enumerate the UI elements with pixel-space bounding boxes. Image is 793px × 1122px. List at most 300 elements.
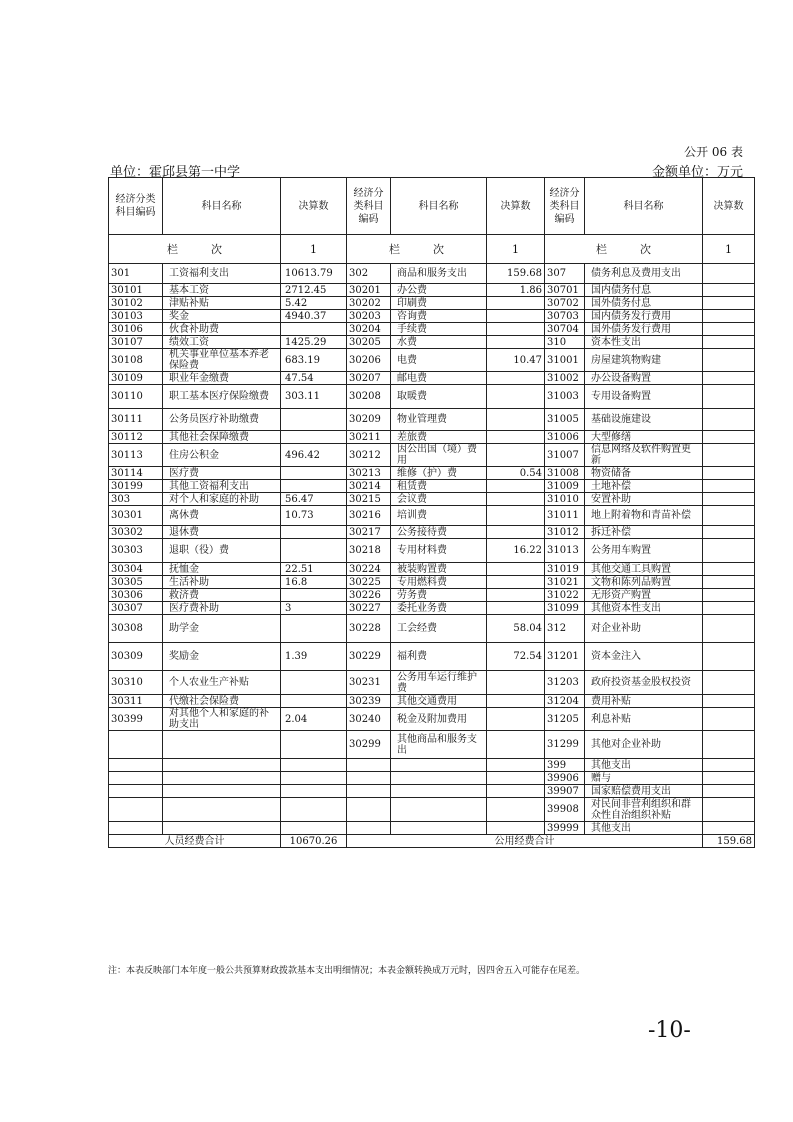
cell-amount: 56.47 bbox=[281, 493, 347, 506]
cell-code: 30399 bbox=[109, 708, 163, 731]
cell-name: 手续费 bbox=[391, 323, 487, 336]
table-row bbox=[109, 576, 755, 589]
cell-code: 30301 bbox=[109, 506, 163, 526]
cell-name: 其他工资福利支出 bbox=[163, 480, 281, 493]
cell-amount bbox=[487, 297, 545, 310]
cell-amount: 1425.29 bbox=[281, 336, 347, 349]
cell-name bbox=[391, 785, 487, 798]
cell-name: 绩效工资 bbox=[163, 336, 281, 349]
cell-amount bbox=[703, 563, 755, 576]
cell-amount bbox=[703, 526, 755, 539]
cell-amount bbox=[487, 576, 545, 589]
cell-amount: 1.39 bbox=[281, 643, 347, 671]
cell-amount: 683.19 bbox=[281, 349, 347, 372]
cell-name: 租赁费 bbox=[391, 480, 487, 493]
cell-amount bbox=[281, 822, 347, 835]
cell-name: 会议费 bbox=[391, 493, 487, 506]
cell-name: 工资福利支出 bbox=[163, 264, 281, 284]
cell-name: 国外债务付息 bbox=[585, 297, 703, 310]
cell-amount bbox=[487, 695, 545, 708]
cell-amount bbox=[703, 708, 755, 731]
cell-amount: 496.42 bbox=[281, 444, 347, 467]
cell-name: 专用燃料费 bbox=[391, 576, 487, 589]
cell-name: 其他支出 bbox=[585, 759, 703, 772]
cell-name bbox=[391, 759, 487, 772]
cell-name: 商品和服务支出 bbox=[391, 264, 487, 284]
unit-label: 单位：霍邱县第一中学 bbox=[110, 165, 241, 180]
cell-name: 物资储备 bbox=[585, 467, 703, 480]
cell-amount: 2712.45 bbox=[281, 284, 347, 297]
cell-code: 30224 bbox=[347, 563, 391, 576]
cell-amount bbox=[281, 467, 347, 480]
cell-amount bbox=[703, 798, 755, 822]
cell-amount bbox=[703, 695, 755, 708]
cell-code: 30239 bbox=[347, 695, 391, 708]
table-row bbox=[109, 336, 755, 349]
cell-amount bbox=[487, 506, 545, 526]
cell-name: 对民间非营利组织和群众性自治组织补贴 bbox=[585, 798, 703, 822]
cell-name: 奖金 bbox=[163, 310, 281, 323]
cell-code: 30212 bbox=[347, 444, 391, 467]
table-row bbox=[109, 506, 755, 526]
cell-code: 30101 bbox=[109, 284, 163, 297]
cell-amount bbox=[703, 336, 755, 349]
cell-amount: 0.54 bbox=[487, 467, 545, 480]
cell-name: 离休费 bbox=[163, 506, 281, 526]
amount-unit-label: 金额单位：万元 bbox=[651, 165, 743, 180]
cell-amount: 16.8 bbox=[281, 576, 347, 589]
table-row bbox=[109, 602, 755, 615]
cell-amount bbox=[281, 615, 347, 643]
cell-name: 职业年金缴费 bbox=[163, 372, 281, 385]
cell-code: 39908 bbox=[545, 798, 585, 822]
cell-name: 文物和陈列品购置 bbox=[585, 576, 703, 589]
col-header-amount: 决算数 bbox=[703, 178, 755, 235]
table-row bbox=[109, 539, 755, 563]
lanci-label: 栏 次 bbox=[109, 235, 281, 264]
lanci-label: 栏 次 bbox=[347, 235, 487, 264]
cell-code: 30307 bbox=[109, 602, 163, 615]
cell-code: 30110 bbox=[109, 385, 163, 409]
cell-amount bbox=[703, 602, 755, 615]
cell-amount bbox=[487, 431, 545, 444]
table-row bbox=[109, 822, 755, 835]
cell-code: 30102 bbox=[109, 297, 163, 310]
page-number: -10- bbox=[648, 1018, 691, 1043]
cell-name: 其他交通工具购置 bbox=[585, 563, 703, 576]
cell-code: 310 bbox=[545, 336, 585, 349]
cell-name: 政府投资基金股权投资 bbox=[585, 671, 703, 695]
lanci-number: 1 bbox=[487, 235, 545, 264]
cell-name: 公务用车购置 bbox=[585, 539, 703, 563]
cell-amount bbox=[703, 310, 755, 323]
table-row bbox=[109, 589, 755, 602]
cell-amount bbox=[703, 506, 755, 526]
cell-code: 30207 bbox=[347, 372, 391, 385]
table-row bbox=[109, 493, 755, 506]
cell-amount bbox=[487, 671, 545, 695]
cell-amount bbox=[487, 772, 545, 785]
table-row bbox=[109, 431, 755, 444]
cell-amount: 22.51 bbox=[281, 563, 347, 576]
cell-name: 其他对企业补助 bbox=[585, 731, 703, 759]
table-row bbox=[109, 759, 755, 772]
cell-name: 物业管理费 bbox=[391, 409, 487, 431]
cell-amount bbox=[281, 323, 347, 336]
table-row bbox=[109, 480, 755, 493]
table-row bbox=[109, 385, 755, 409]
cell-amount bbox=[281, 526, 347, 539]
cell-code: 30702 bbox=[545, 297, 585, 310]
cell-code bbox=[109, 798, 163, 822]
cell-code: 312 bbox=[545, 615, 585, 643]
cell-code: 307 bbox=[545, 264, 585, 284]
cell-name: 地上附着物和青苗补偿 bbox=[585, 506, 703, 526]
table-row bbox=[109, 563, 755, 576]
cell-name: 专用材料费 bbox=[391, 539, 487, 563]
cell-amount bbox=[487, 526, 545, 539]
cell-name: 劳务费 bbox=[391, 589, 487, 602]
cell-amount bbox=[703, 385, 755, 409]
cell-name: 邮电费 bbox=[391, 372, 487, 385]
cell-name: 基础设施建设 bbox=[585, 409, 703, 431]
cell-name: 土地补偿 bbox=[585, 480, 703, 493]
cell-amount bbox=[703, 615, 755, 643]
table-row bbox=[109, 310, 755, 323]
cell-code: 30227 bbox=[347, 602, 391, 615]
public-total-label: 公用经费合计 bbox=[347, 835, 703, 848]
cell-code: 30225 bbox=[347, 576, 391, 589]
cell-amount bbox=[281, 695, 347, 708]
cell-name: 房屋建筑物购建 bbox=[585, 349, 703, 372]
cell-name: 利息补贴 bbox=[585, 708, 703, 731]
cell-name: 电费 bbox=[391, 349, 487, 372]
cell-name: 公务用车运行维护费 bbox=[391, 671, 487, 695]
table-row bbox=[109, 785, 755, 798]
cell-name: 机关事业单位基本养老保险费 bbox=[163, 349, 281, 372]
cell-name bbox=[391, 772, 487, 785]
cell-amount bbox=[703, 785, 755, 798]
cell-name: 资本金注入 bbox=[585, 643, 703, 671]
cell-name: 对企业补助 bbox=[585, 615, 703, 643]
cell-name: 差旅费 bbox=[391, 431, 487, 444]
cell-code: 30109 bbox=[109, 372, 163, 385]
table-row bbox=[109, 798, 755, 822]
cell-code: 30231 bbox=[347, 671, 391, 695]
cell-amount: 159.68 bbox=[487, 264, 545, 284]
cell-name: 其他支出 bbox=[585, 822, 703, 835]
table-row bbox=[109, 671, 755, 695]
cell-code: 30218 bbox=[347, 539, 391, 563]
cell-code: 31002 bbox=[545, 372, 585, 385]
cell-amount bbox=[703, 284, 755, 297]
cell-amount bbox=[703, 349, 755, 372]
cell-amount bbox=[703, 431, 755, 444]
cell-code bbox=[347, 759, 391, 772]
cell-code: 39999 bbox=[545, 822, 585, 835]
cell-amount bbox=[703, 539, 755, 563]
col-header-amount: 决算数 bbox=[281, 178, 347, 235]
cell-name: 国内债务付息 bbox=[585, 284, 703, 297]
cell-code: 31003 bbox=[545, 385, 585, 409]
cell-amount bbox=[487, 385, 545, 409]
cell-name: 医疗费补助 bbox=[163, 602, 281, 615]
cell-amount bbox=[487, 480, 545, 493]
cell-amount bbox=[487, 759, 545, 772]
cell-amount bbox=[703, 759, 755, 772]
cell-amount bbox=[487, 563, 545, 576]
table-row bbox=[109, 731, 755, 759]
cell-code bbox=[109, 731, 163, 759]
cell-code: 30213 bbox=[347, 467, 391, 480]
cell-code: 30202 bbox=[347, 297, 391, 310]
cell-code: 30208 bbox=[347, 385, 391, 409]
cell-name: 印刷费 bbox=[391, 297, 487, 310]
cell-name: 生活补助 bbox=[163, 576, 281, 589]
cell-code: 30107 bbox=[109, 336, 163, 349]
cell-code: 30306 bbox=[109, 589, 163, 602]
cell-name: 国内债务发行费用 bbox=[585, 310, 703, 323]
cell-name bbox=[163, 798, 281, 822]
cell-code: 39906 bbox=[545, 772, 585, 785]
cell-code: 303 bbox=[109, 493, 163, 506]
cell-code: 30211 bbox=[347, 431, 391, 444]
cell-code: 30215 bbox=[347, 493, 391, 506]
cell-name: 基本工资 bbox=[163, 284, 281, 297]
cell-name: 福利费 bbox=[391, 643, 487, 671]
table-row bbox=[109, 409, 755, 431]
cell-code: 31022 bbox=[545, 589, 585, 602]
cell-code: 30114 bbox=[109, 467, 163, 480]
cell-name bbox=[163, 759, 281, 772]
cell-code: 31001 bbox=[545, 349, 585, 372]
cell-name: 咨询费 bbox=[391, 310, 487, 323]
cell-amount bbox=[487, 409, 545, 431]
cell-name: 资本性支出 bbox=[585, 336, 703, 349]
cell-name: 对个人和家庭的补助 bbox=[163, 493, 281, 506]
cell-code: 30311 bbox=[109, 695, 163, 708]
cell-code bbox=[109, 759, 163, 772]
cell-code: 30229 bbox=[347, 643, 391, 671]
cell-name: 住房公积金 bbox=[163, 444, 281, 467]
cell-name: 办公费 bbox=[391, 284, 487, 297]
cell-amount bbox=[703, 643, 755, 671]
public-total-value: 159.68 bbox=[703, 835, 755, 848]
cell-name: 职工基本医疗保险缴费 bbox=[163, 385, 281, 409]
cell-code: 31201 bbox=[545, 643, 585, 671]
table-row bbox=[109, 526, 755, 539]
table-row bbox=[109, 264, 755, 284]
cell-code: 30203 bbox=[347, 310, 391, 323]
cell-name bbox=[391, 798, 487, 822]
cell-name: 代缴社会保险费 bbox=[163, 695, 281, 708]
cell-name bbox=[163, 822, 281, 835]
cell-name: 奖励金 bbox=[163, 643, 281, 671]
cell-code: 30209 bbox=[347, 409, 391, 431]
cell-code: 302 bbox=[347, 264, 391, 284]
col-header-name: 科目名称 bbox=[391, 178, 487, 235]
cell-name: 委托业务费 bbox=[391, 602, 487, 615]
cell-name: 被装购置费 bbox=[391, 563, 487, 576]
cell-code bbox=[347, 798, 391, 822]
cell-code: 399 bbox=[545, 759, 585, 772]
cell-code: 31008 bbox=[545, 467, 585, 480]
cell-code: 31007 bbox=[545, 444, 585, 467]
cell-code: 30299 bbox=[347, 731, 391, 759]
cell-name: 专用设备购置 bbox=[585, 385, 703, 409]
cell-code bbox=[347, 785, 391, 798]
cell-code: 30108 bbox=[109, 349, 163, 372]
cell-code: 31012 bbox=[545, 526, 585, 539]
cell-name: 债务利息及费用支出 bbox=[585, 264, 703, 284]
cell-code: 39907 bbox=[545, 785, 585, 798]
cell-amount: 2.04 bbox=[281, 708, 347, 731]
cell-name: 因公出国（境）费用 bbox=[391, 444, 487, 467]
cell-name: 培训费 bbox=[391, 506, 487, 526]
personnel-total-label: 人员经费合计 bbox=[109, 835, 281, 848]
cell-name: 安置补助 bbox=[585, 493, 703, 506]
cell-name bbox=[163, 772, 281, 785]
col-header-code: 经济分类科目编码 bbox=[109, 178, 163, 235]
lanci-number: 1 bbox=[281, 235, 347, 264]
cell-name: 工会经费 bbox=[391, 615, 487, 643]
cell-code: 30205 bbox=[347, 336, 391, 349]
cell-amount: 16.22 bbox=[487, 539, 545, 563]
cell-amount: 303.11 bbox=[281, 385, 347, 409]
cell-amount: 10.47 bbox=[487, 349, 545, 372]
cell-name: 退休费 bbox=[163, 526, 281, 539]
cell-name: 国家赔偿费用支出 bbox=[585, 785, 703, 798]
cell-code: 30216 bbox=[347, 506, 391, 526]
table-row bbox=[109, 708, 755, 731]
cell-code: 30309 bbox=[109, 643, 163, 671]
cell-amount bbox=[487, 785, 545, 798]
col-header-name: 科目名称 bbox=[163, 178, 281, 235]
cell-amount bbox=[703, 671, 755, 695]
cell-amount: 3 bbox=[281, 602, 347, 615]
cell-name: 税金及附加费用 bbox=[391, 708, 487, 731]
table-row bbox=[109, 467, 755, 480]
cell-code: 30228 bbox=[347, 615, 391, 643]
cell-code: 30303 bbox=[109, 539, 163, 563]
cell-amount bbox=[703, 297, 755, 310]
cell-code: 30226 bbox=[347, 589, 391, 602]
cell-name: 办公设备购置 bbox=[585, 372, 703, 385]
cell-amount bbox=[703, 731, 755, 759]
cell-code bbox=[347, 822, 391, 835]
cell-name: 医疗费 bbox=[163, 467, 281, 480]
cell-amount bbox=[487, 493, 545, 506]
cell-code bbox=[109, 785, 163, 798]
cell-amount: 72.54 bbox=[487, 643, 545, 671]
cell-amount bbox=[487, 323, 545, 336]
cell-amount bbox=[281, 671, 347, 695]
cell-amount bbox=[487, 602, 545, 615]
cell-name: 救济费 bbox=[163, 589, 281, 602]
table-row bbox=[109, 297, 755, 310]
cell-amount bbox=[703, 480, 755, 493]
cell-code bbox=[109, 772, 163, 785]
cell-name: 赠与 bbox=[585, 772, 703, 785]
cell-name: 费用补贴 bbox=[585, 695, 703, 708]
cell-amount bbox=[703, 576, 755, 589]
cell-code: 31021 bbox=[545, 576, 585, 589]
table-header-row bbox=[109, 178, 755, 235]
cell-amount: 4940.37 bbox=[281, 310, 347, 323]
cell-amount bbox=[703, 372, 755, 385]
cell-name: 个人农业生产补贴 bbox=[163, 671, 281, 695]
cell-amount bbox=[487, 589, 545, 602]
cell-code: 30305 bbox=[109, 576, 163, 589]
cell-amount bbox=[487, 731, 545, 759]
table-row bbox=[109, 643, 755, 671]
cell-amount bbox=[703, 409, 755, 431]
table-row bbox=[109, 695, 755, 708]
table-row bbox=[109, 323, 755, 336]
cell-code: 30204 bbox=[347, 323, 391, 336]
cell-name: 公务接待费 bbox=[391, 526, 487, 539]
cell-name: 大型修缮 bbox=[585, 431, 703, 444]
cell-amount bbox=[281, 589, 347, 602]
cell-amount bbox=[281, 539, 347, 563]
cell-name: 其他商品和服务支出 bbox=[391, 731, 487, 759]
table-row bbox=[109, 444, 755, 467]
personnel-total-value: 10670.26 bbox=[281, 835, 347, 848]
cell-amount bbox=[281, 409, 347, 431]
cell-amount bbox=[487, 444, 545, 467]
cell-name: 助学金 bbox=[163, 615, 281, 643]
cell-code: 31099 bbox=[545, 602, 585, 615]
cell-amount bbox=[703, 444, 755, 467]
table-row bbox=[109, 372, 755, 385]
cell-name: 无形资产购置 bbox=[585, 589, 703, 602]
cell-code: 301 bbox=[109, 264, 163, 284]
cell-name: 取暖费 bbox=[391, 385, 487, 409]
cell-name: 其他交通费用 bbox=[391, 695, 487, 708]
cell-amount bbox=[487, 372, 545, 385]
cell-amount bbox=[703, 264, 755, 284]
cell-code: 31005 bbox=[545, 409, 585, 431]
cell-name: 其他资本性支出 bbox=[585, 602, 703, 615]
cell-code: 30106 bbox=[109, 323, 163, 336]
cell-code: 30217 bbox=[347, 526, 391, 539]
cell-code: 30214 bbox=[347, 480, 391, 493]
cell-code: 30240 bbox=[347, 708, 391, 731]
cell-name: 维修（护）费 bbox=[391, 467, 487, 480]
cell-amount bbox=[703, 772, 755, 785]
cell-name: 拆迁补偿 bbox=[585, 526, 703, 539]
cell-amount bbox=[487, 708, 545, 731]
col-header-amount: 决算数 bbox=[487, 178, 545, 235]
cell-amount: 58.04 bbox=[487, 615, 545, 643]
table-row bbox=[109, 772, 755, 785]
cell-code: 30199 bbox=[109, 480, 163, 493]
lanci-row bbox=[109, 235, 755, 264]
cell-code: 30113 bbox=[109, 444, 163, 467]
cell-name: 退职（役）费 bbox=[163, 539, 281, 563]
cell-name: 津贴补贴 bbox=[163, 297, 281, 310]
cell-code: 30201 bbox=[347, 284, 391, 297]
table-row bbox=[109, 615, 755, 643]
cell-amount bbox=[703, 467, 755, 480]
cell-name: 抚恤金 bbox=[163, 563, 281, 576]
cell-code: 30308 bbox=[109, 615, 163, 643]
lanci-number: 1 bbox=[703, 235, 755, 264]
cell-code: 31299 bbox=[545, 731, 585, 759]
cell-amount bbox=[487, 310, 545, 323]
cell-code: 31019 bbox=[545, 563, 585, 576]
cell-amount: 47.54 bbox=[281, 372, 347, 385]
